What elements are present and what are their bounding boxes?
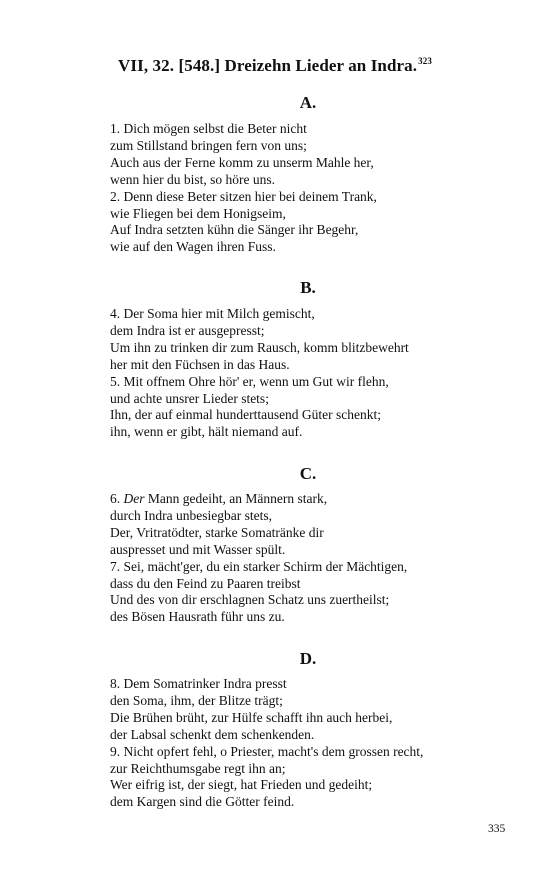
verse-line: her mit den Füchsen in das Haus.: [110, 356, 290, 372]
verse-line: Auch aus der Ferne komm zu unserm Mahle her,: [110, 154, 374, 170]
verse-line: dem Kargen sind die Götter feind.: [110, 794, 295, 810]
emphasized-word: Der: [123, 491, 145, 506]
verse-line: dass du den Feind zu Paaren treibst: [110, 575, 301, 591]
verse-line: [110, 491, 510, 508]
verse-line: Der, Vritratödter, starke Somatränke dir: [110, 524, 324, 540]
verse-line: durch Indra unbesiegbar stets,: [110, 507, 272, 523]
section-heading-c: C.: [299, 464, 317, 483]
verse-line: wie auf den Wagen ihren Fuss.: [110, 239, 276, 255]
stanza-block-a: [110, 121, 510, 256]
verse-line: des Bösen Hausrath führ uns zu.: [110, 609, 285, 625]
section-heading-b: B.: [300, 278, 316, 297]
stanza-block-c: [110, 491, 510, 626]
verse-line: den Soma, ihm, der Blitze trägt;: [110, 692, 283, 708]
page-title-text: VII, 32. [548.] Dreizehn Lieder an Indra.: [118, 56, 418, 75]
section-heading-a: A.: [299, 93, 317, 112]
verse-line: zum Stillstand bringen fern von uns;: [110, 137, 307, 153]
stanza-block-d: [110, 676, 510, 811]
stanza-block-b: [110, 306, 510, 441]
verse-line: und achte unsrer Lieder stets;: [110, 390, 269, 406]
verse-line: wenn hier du bist, so höre uns.: [110, 171, 275, 187]
verse-line: 5. Mit offnem Ohre hör' er, wenn um Gut wir flehn,: [110, 373, 389, 389]
verse-line: ihn, wenn er gibt, hält niemand auf.: [110, 424, 303, 440]
verse-line: Wer eifrig ist, der siegt, hat Frieden und gedeiht;: [110, 777, 373, 793]
verse-line: 4. Der Soma hier mit Milch gemischt,: [110, 306, 315, 321]
verse-line: dem Indra ist er ausgepresst;: [110, 322, 265, 338]
page-number: 335: [488, 823, 506, 835]
verse-line: zur Reichthumsgabe regt ihn an;: [110, 760, 286, 776]
verse-line: Auf Indra setzten kühn die Sänger ihr Begehr,: [110, 222, 359, 238]
footnote-ref: 323: [418, 56, 432, 67]
verse-line: 1. Dich mögen selbst die Beter nicht: [110, 121, 307, 136]
verse-line: Und des von dir erschlagnen Schatz uns zuertheilst;: [110, 592, 390, 608]
verse-line: wie Fliegen bei dem Honigseim,: [110, 205, 286, 221]
verse-line: Die Brühen brüht, zur Hülfe schafft ihn auch herbei,: [110, 709, 393, 725]
verse-line: 7. Sei, mächt'ger, du ein starker Schirm der Mächtigen,: [110, 558, 408, 574]
verse-line: der Labsal schenkt dem schenkenden.: [110, 726, 315, 742]
verse-line-prefix: 6.: [110, 491, 124, 506]
verse-line: 8. Dem Somatrinker Indra presst: [110, 676, 287, 691]
verse-line: Ihn, der auf einmal hunderttausend Güter schenkt;: [110, 407, 382, 423]
verse-line-rest: Mann gedeiht, an Männern stark,: [144, 491, 328, 506]
page-title: [0, 56, 550, 76]
verse-line: auspresset und mit Wasser spült.: [110, 541, 286, 557]
verse-line: Um ihn zu trinken dir zum Rausch, komm blitzbewehrt: [110, 339, 409, 355]
verse-line: 2. Denn diese Beter sitzen hier bei deinem Trank,: [110, 188, 377, 204]
verse-line: 9. Nicht opfert fehl, o Priester, macht's dem grossen recht,: [110, 743, 424, 759]
section-heading-d: D.: [299, 649, 317, 668]
